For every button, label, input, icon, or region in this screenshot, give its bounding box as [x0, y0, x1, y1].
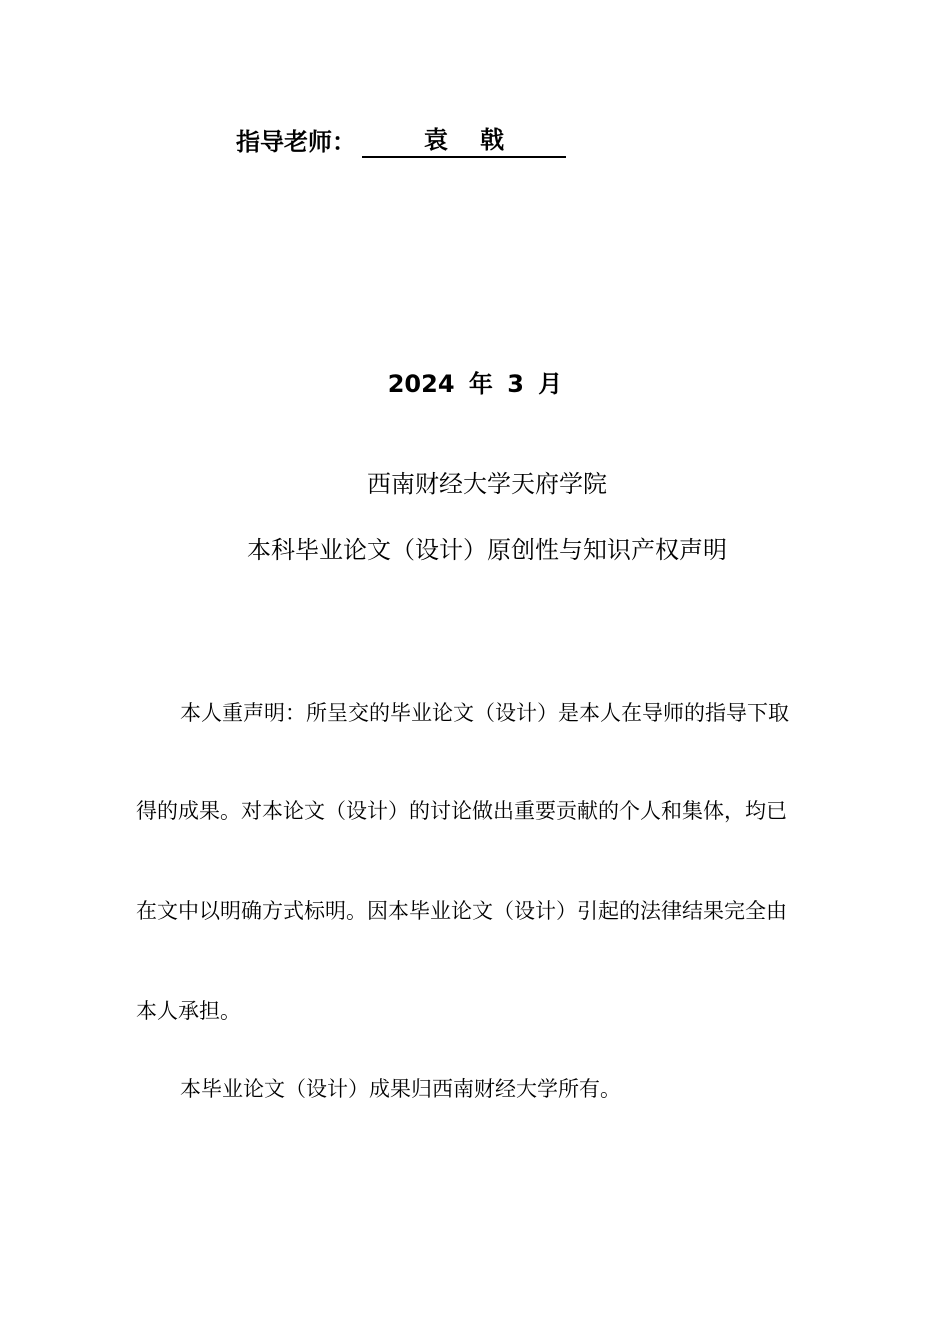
advisor-name: 袁 戟	[362, 124, 566, 158]
advisor-field	[236, 122, 566, 158]
ownership-line: 本毕业论文（设计）成果归西南财经大学所有。	[180, 1077, 621, 1101]
submission-date: 2024 年 3 月	[387, 370, 563, 398]
declaration-line: 在文中以明确方式标明。因本毕业论文（设计）引起的法律结果完全由	[136, 899, 787, 923]
advisor-label: 指导老师：	[236, 128, 356, 156]
declaration-line: 得的成果。对本论文（设计）的讨论做出重要贡献的个人和集体，均已	[136, 799, 787, 823]
institution-name: 西南财经大学天府学院	[367, 470, 607, 498]
declaration-line: 本人重声明：所呈交的毕业论文（设计）是本人在导师的指导下取	[180, 701, 789, 725]
declaration-line: 本人承担。	[136, 999, 241, 1023]
declaration-title: 本科毕业论文（设计）原创性与知识产权声明	[247, 536, 727, 564]
